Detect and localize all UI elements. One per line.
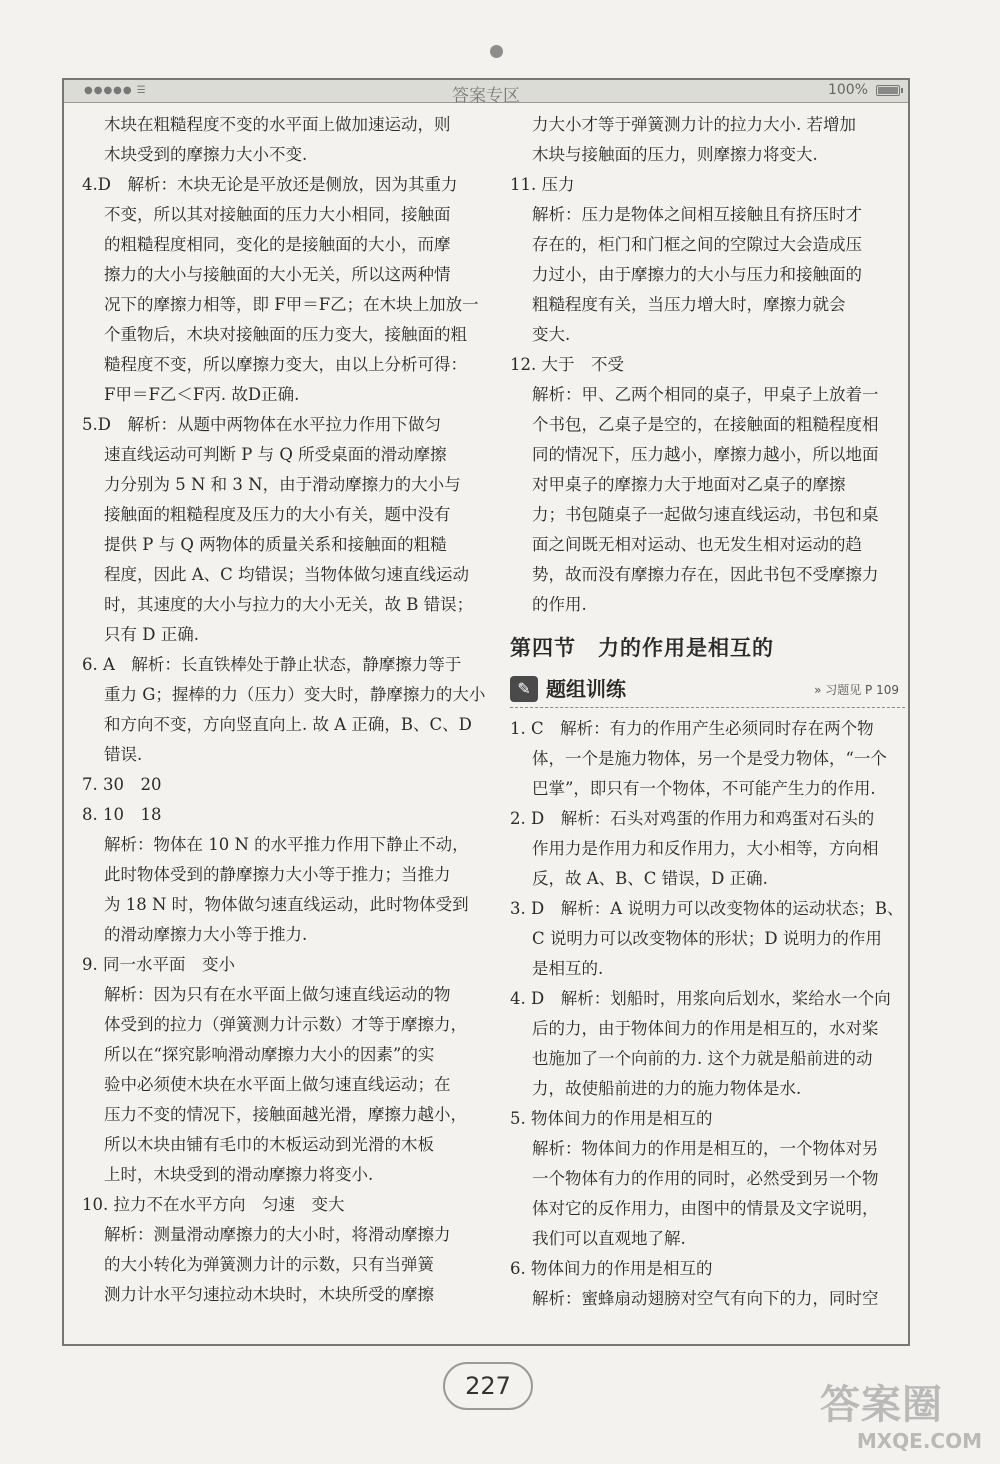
text-line: 12. 大于 不受 [510,355,624,374]
status-bar [64,80,908,106]
text-line: 解析：压力是物体之间相互接触且有挤压时才 [532,205,862,224]
text-line: 2. D 解析：石头对鸡蛋的作用力和鸡蛋对石头的 [510,809,875,828]
text-line: 11. 压力 [510,175,575,194]
text-line: 面之间既无相对运动、也无发生相对运动的趋 [532,535,862,554]
text-line: 体受到的拉力（弹簧测力计示数）才等于摩擦力， [104,1015,467,1034]
text-line: 况下的摩擦力相等，即 F甲＝F乙；在木块上加放一 [104,295,479,314]
text-line: 力，故使船前进的力的施力物体是水. [532,1079,802,1098]
text-line: 和方向不变，方向竖直向上. 故 A 正确，B、C、D [104,715,472,734]
text-line: 力过小，由于摩擦力的大小与压力和接触面的 [532,265,862,284]
text-line: 9. 同一水平面 变小 [82,955,235,974]
text-line: 解析：蜜蜂扇动翅膀对空气有向下的力，同时空 [532,1289,879,1308]
text-line: 5. 物体间力的作用是相互的 [510,1109,713,1128]
text-line: 8. 10 18 [82,805,162,824]
watermark-main: 答案圈 [820,1382,943,1428]
page-number: 227 [443,1362,533,1410]
text-line: 重力 G；握棒的力（压力）变大时，静摩擦力的大小 [104,685,486,704]
text-line: 木块在粗糙程度不变的水平面上做加速运动，则 [104,115,451,134]
right-column-bottom [510,714,905,1314]
watermark-sub: MXQE.COM [856,1429,982,1453]
text-line: 压力不变的情况下，接触面越光滑，摩擦力越小， [104,1105,467,1124]
text-line: 6. A 解析：长直铁棒处于静止状态，静摩擦力等于 [82,655,462,674]
text-line: 测力计水平匀速拉动木块时，木块所受的摩擦 [104,1285,434,1304]
watermark-logo [820,1380,990,1460]
text-line: 巴掌”，即只有一个物体，不可能产生力的作用. [532,779,876,798]
text-line: C 说明力可以改变物体的形状；D 说明力的作用 [532,929,882,948]
text-line: 木块与接触面的压力，则摩擦力将变大. [532,145,818,164]
text-line: 也施加了一个向前的力. 这个力就是船前进的动 [532,1049,873,1068]
text-line: 一个物体有力的作用的同时，必然受到另一个物 [532,1169,879,1188]
pencil-icon: ✎ [510,676,538,702]
text-line: F甲＝F乙＜F丙. 故D正确. [104,385,300,404]
text-line: 作用力是作用力和反作用力，大小相等，方向相 [532,839,879,858]
text-line: 擦力的大小与接触面的大小无关，所以这两种情 [104,265,451,284]
text-line: 此时物体受到的静摩擦力大小等于推力；当推力 [104,865,451,884]
text-line: 4. D 解析：划船时，用浆向后划水，桨给水一个向 [510,989,891,1008]
section-title: 第四节 力的作用是相互的 [510,636,774,660]
text-line: 6. 物体间力的作用是相互的 [510,1259,713,1278]
text-line: 不变，所以其对接触面的压力大小相同，接触面 [104,205,451,224]
text-line: 的作用. [532,595,587,614]
text-line: 力；书包随桌子一起做匀速直线运动，书包和桌 [532,505,879,524]
right-column [510,110,905,1314]
text-line: 的大小转化为弹簧测力计的示数，只有当弹簧 [104,1255,434,1274]
signal-icon: ●●●●● ☰ [84,85,147,96]
text-line: 10. 拉力不在水平方向 匀速 变大 [82,1195,345,1214]
text-line: 速直线运动可判断 P 与 Q 所受桌面的滑动摩擦 [104,445,447,464]
text-line: 3. D 解析：A 说明力可以改变物体的运动状态；B、 [510,899,904,918]
exercise-title: 题组训练 [546,677,626,701]
text-line: 是相互的. [532,959,604,978]
text-line: 只有 D 正确. [104,625,199,644]
text-line: 1. C 解析：有力的作用产生必须同时存在两个物 [510,719,874,738]
text-line: 木块受到的摩擦力大小不变. [104,145,308,164]
text-line: 提供 P 与 Q 两物体的质量关系和接触面的粗糙 [104,535,447,554]
text-line: 上时，木块受到的滑动摩擦力将变小. [104,1165,374,1184]
exercise-divider [510,707,905,708]
text-line: 程度，因此 A、C 均错误；当物体做匀速直线运动 [104,565,470,584]
text-line: 势，故而没有摩擦力存在，因此书包不受摩擦力 [532,565,879,584]
text-line: 糙程度不变，所以摩擦力变大，由以上分析可得： [104,355,467,374]
battery-level: 100% [827,82,868,98]
text-line: 同的情况下，压力越小，摩擦力越小，所以地面 [532,445,879,464]
text-line: 4.D 解析：木块无论是平放还是侧放，因为其重力 [82,175,458,194]
text-line: 解析：甲、乙两个相同的桌子，甲桌子上放着一 [532,385,879,404]
text-line: 后的力，由于物体间力的作用是相互的，水对桨 [532,1019,879,1038]
camera-dot [490,45,503,58]
text-line: 变大. [532,325,571,344]
text-line: 解析：测量滑动摩擦力的大小时，将滑动摩擦力 [104,1225,451,1244]
text-line: 力大小才等于弹簧测力计的拉力大小. 若增加 [532,115,856,134]
text-line: 接触面的粗糙程度及压力的大小有关，题中没有 [104,505,451,524]
status-title: 答案专区 [452,86,520,106]
text-line: 反，故 A、B、C 错误，D 正确. [532,869,768,888]
text-line: 所以在“探究影响滑动摩擦力大小的因素”的实 [104,1045,435,1064]
text-line: 力分别为 5 N 和 3 N，由于滑动摩擦力的大小与 [104,475,461,494]
text-line: 的粗糙程度相同，变化的是接触面的大小，而摩 [104,235,451,254]
text-line: 所以木块由铺有毛巾的木板运动到光滑的木板 [104,1135,434,1154]
battery-icon [876,85,900,96]
exercise-header [510,670,905,708]
right-column-top [510,110,905,620]
text-line: 验中必须使木块在水平面上做匀速直线运动；在 [104,1075,451,1094]
text-line: 5.D 解析：从题中两物体在水平拉力作用下做匀 [82,415,441,434]
text-line: 体对它的反作用力，由图中的情景及文字说明， [532,1199,879,1218]
left-column [82,110,492,1310]
text-line: 时，其速度的大小与拉力的大小无关，故 B 错误； [104,595,474,614]
text-line: 为 18 N 时，物体做匀速直线运动，此时物体受到 [104,895,469,914]
text-line: 解析：物体间力的作用是相互的，一个物体对另 [532,1139,879,1158]
exercise-reference: » 习题见 P 109 [814,683,899,697]
text-line: 7. 30 20 [82,775,162,794]
text-line: 我们可以直观地了解. [532,1229,686,1248]
text-line: 解析：因为只有在水平面上做匀速直线运动的物 [104,985,451,1004]
text-line: 体，一个是施力物体，另一个是受力物体，“一个 [532,749,887,768]
text-line: 粗糙程度有关，当压力增大时，摩擦力就会 [532,295,846,314]
text-line: 的滑动摩擦力大小等于推力. [104,925,308,944]
text-line: 个重物后，木块对接触面的压力变大，接触面的粗 [104,325,467,344]
text-line: 错误. [104,745,143,764]
text-line: 解析：物体在 10 N 的水平推力作用下静止不动， [104,835,469,854]
text-line: 存在的，柜门和门框之间的空隙过大会造成压 [532,235,862,254]
text-line: 对甲桌子的摩擦力大于地面对乙桌子的摩擦 [532,475,846,494]
text-line: 个书包，乙桌子是空的，在接触面的粗糙程度相 [532,415,879,434]
